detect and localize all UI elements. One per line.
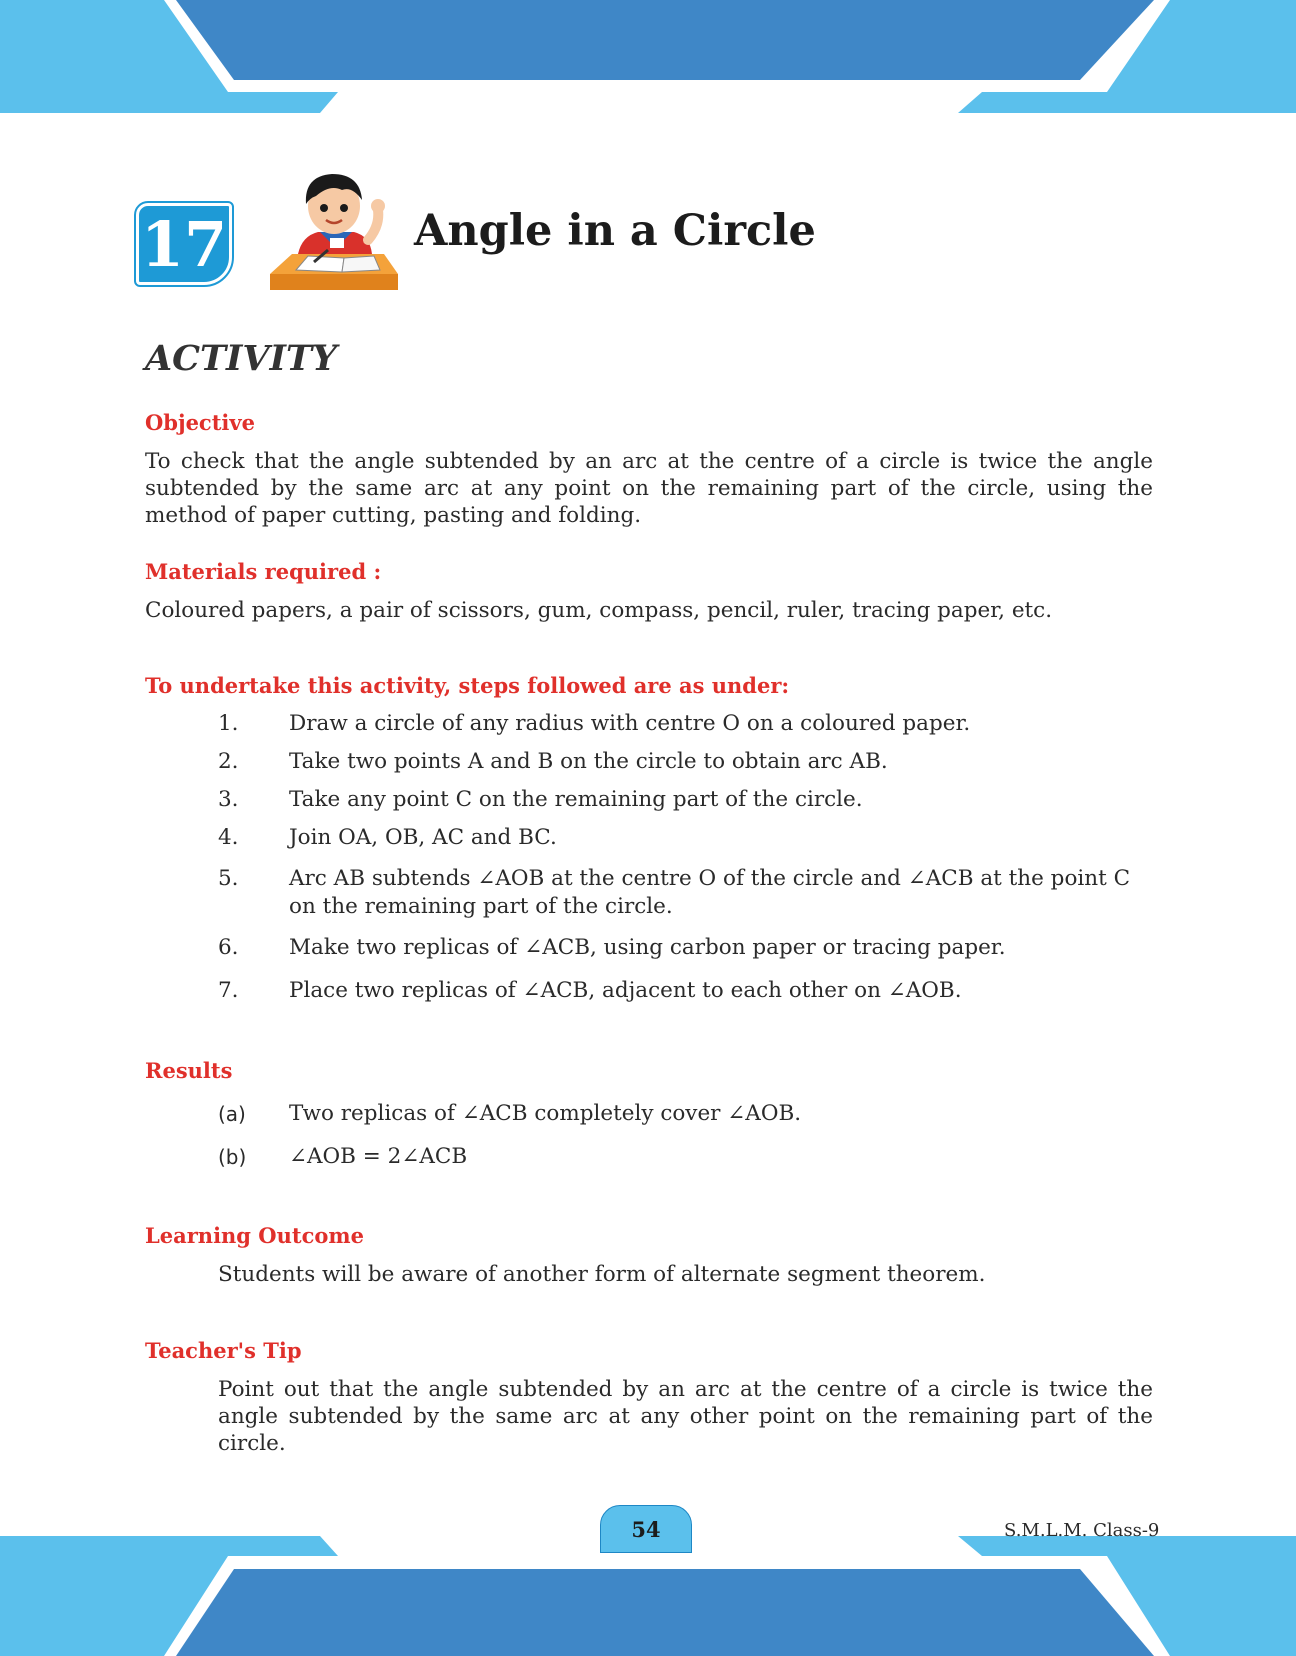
teachers-tip-text: Point out that the angle subtended by an arc at the centre of a circle is twice the angle subtended by the same arc at any other point on the remaining part of the circle. <box>218 1377 1153 1456</box>
step-text: Arc AB subtends ∠AOB at the centre O of the circle and ∠ACB at the point C on the remaining part of the circle. <box>289 866 1131 919</box>
learning-outcome-heading: Learning Outcome <box>145 1223 364 1248</box>
page-number: 54 <box>600 1505 692 1553</box>
list-item <box>218 824 1158 852</box>
steps-heading: To undertake this activity, steps followed are as under: <box>145 673 790 698</box>
results-heading: Results <box>145 1058 233 1083</box>
book-label: S.M.L.M. Class-9 <box>1004 1520 1160 1541</box>
footer-banner <box>0 1536 1296 1656</box>
list-item <box>218 934 1158 962</box>
step-number: 4. <box>218 825 239 850</box>
learning-outcome-text: Students will be aware of another form of alternate segment theorem. <box>218 1262 986 1287</box>
step-text: Draw a circle of any radius with centre O on a coloured paper. <box>289 711 971 736</box>
chapter-number-badge: 17 <box>136 203 232 285</box>
result-label: (a) <box>218 1102 246 1126</box>
objective-text: To check that the angle subtended by an arc at the centre of a circle is twice the angle subtended by the same arc at any point on the remaining part of the circle, using the method of paper cutting, pasting and folding. <box>145 449 1153 528</box>
activity-heading: ACTIVITY <box>145 338 337 379</box>
chapter-title: Angle in a Circle <box>414 206 816 256</box>
step-number: 5. <box>218 866 239 891</box>
boy-reading-at-desk-icon <box>258 166 404 312</box>
teachers-tip-heading: Teacher's Tip <box>145 1338 302 1363</box>
materials-text: Coloured papers, a pair of scissors, gum, compass, pencil, ruler, tracing paper, etc. <box>145 598 1053 623</box>
list-item <box>218 710 1158 738</box>
list-item <box>218 786 1158 814</box>
result-text: ∠AOB = 2∠ACB <box>289 1144 468 1169</box>
step-text: Take any point C on the remaining part of the circle. <box>289 787 863 812</box>
list-item <box>218 1143 1158 1171</box>
list-item <box>218 977 1158 1005</box>
list-item <box>218 1100 1158 1128</box>
step-number: 7. <box>218 978 239 1003</box>
step-number: 2. <box>218 749 239 774</box>
step-number: 6. <box>218 935 239 960</box>
step-text: Join OA, OB, AC and BC. <box>289 825 557 850</box>
result-label: (b) <box>218 1145 247 1169</box>
step-text: Take two points A and B on the circle to obtain arc AB. <box>289 749 888 774</box>
list-item <box>218 865 1158 921</box>
header-banner <box>0 0 1296 120</box>
result-text: Two replicas of ∠ACB completely cover ∠AOB. <box>289 1101 802 1126</box>
step-text: Make two replicas of ∠ACB, using carbon paper or tracing paper. <box>289 935 1006 960</box>
step-number: 3. <box>218 787 239 812</box>
materials-heading: Materials required : <box>145 559 382 584</box>
list-item <box>218 748 1158 776</box>
step-number: 1. <box>218 711 239 736</box>
objective-heading: Objective <box>145 410 255 435</box>
step-text: Place two replicas of ∠ACB, adjacent to each other on ∠AOB. <box>289 978 962 1003</box>
